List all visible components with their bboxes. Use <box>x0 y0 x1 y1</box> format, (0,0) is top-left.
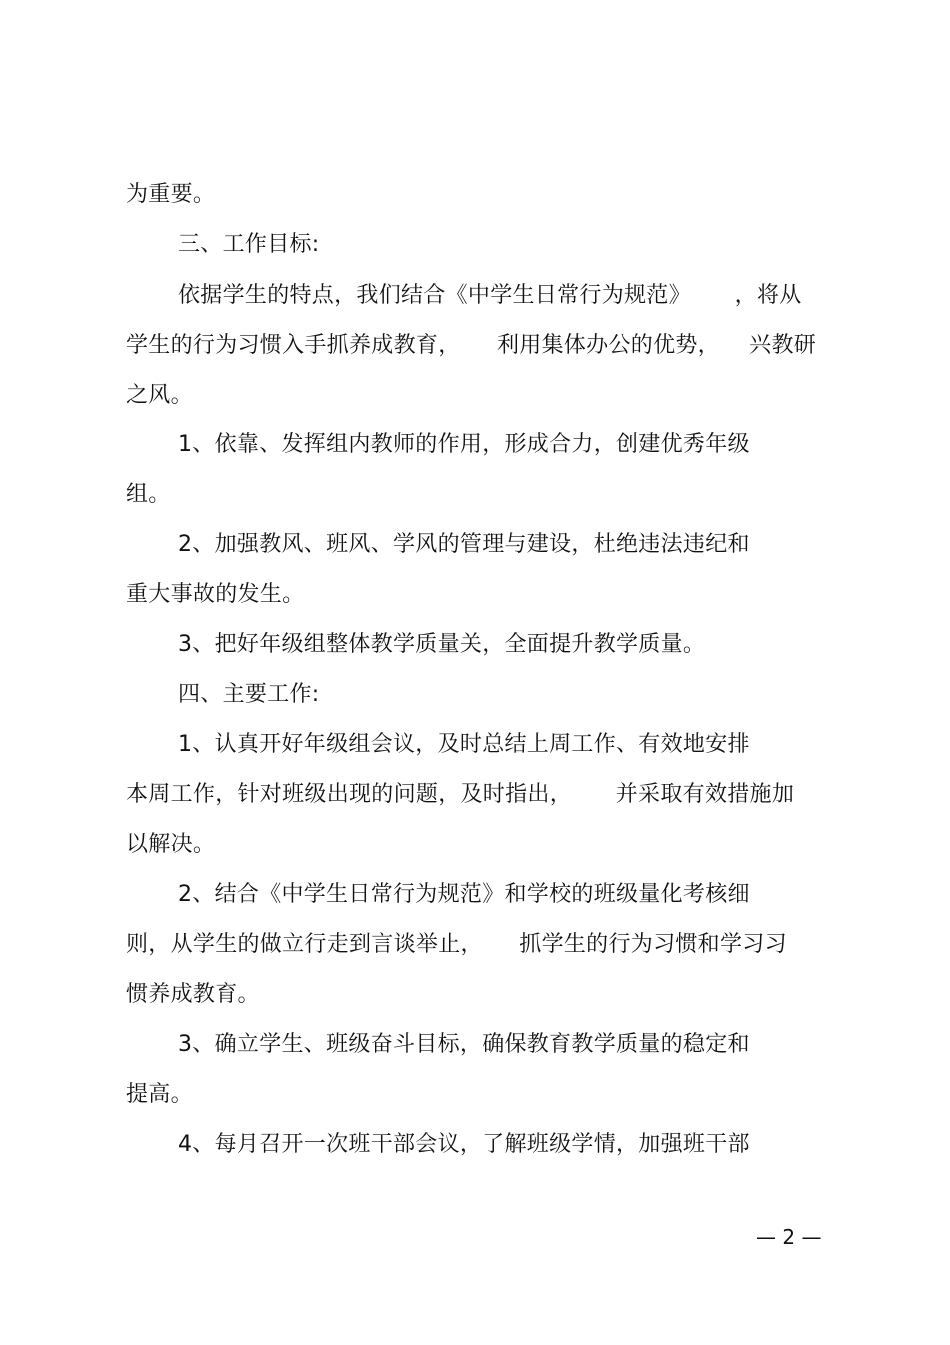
text-line: 之风。 <box>126 383 193 408</box>
list-item: 3、把好年级组整体教学质量关，全面提升教学质量。 <box>178 632 706 657</box>
text-line: 为重要。 <box>126 182 216 207</box>
section-heading: 四、主要工作: <box>178 682 320 707</box>
text-line: 依据学生的特点，我们结合《中学生日常行为规范》 ，将从 <box>178 283 802 308</box>
text-line: 惯养成教育。 <box>126 982 260 1007</box>
text-line: 本周工作，针对班级出现的问题，及时指出， 并采取有效措施加 <box>126 782 795 807</box>
text-line: 组。 <box>126 482 171 507</box>
text-line: 则，从学生的做立行走到言谈举止， 抓学生的行为习惯和学习习 <box>126 932 787 957</box>
list-item: 2、加强教风、班风、学风的管理与建设，杜绝违法违纪和 <box>178 532 750 557</box>
text-line: 重大事故的发生。 <box>126 582 305 607</box>
text-line: 提高。 <box>126 1082 193 1107</box>
text-line: 学生的行为习惯入手抓养成教育， 利用集体办公的优势， 兴教研 <box>126 333 817 358</box>
list-item: 1、认真开好年级组会议，及时总结上周工作、有效地安排 <box>178 732 750 757</box>
list-item: 3、确立学生、班级奋斗目标，确保教育教学质量的稳定和 <box>178 1032 750 1057</box>
text-line: 以解决。 <box>126 832 216 857</box>
list-item: 2、结合《中学生日常行为规范》和学校的班级量化考核细 <box>178 882 750 907</box>
section-heading: 三、工作目标: <box>178 232 320 257</box>
page-number: — 2 — <box>756 1225 822 1249</box>
list-item: 1、依靠、发挥组内教师的作用，形成合力，创建优秀年级 <box>178 432 750 457</box>
list-item: 4、每月召开一次班干部会议，了解班级学情，加强班干部 <box>178 1132 750 1157</box>
